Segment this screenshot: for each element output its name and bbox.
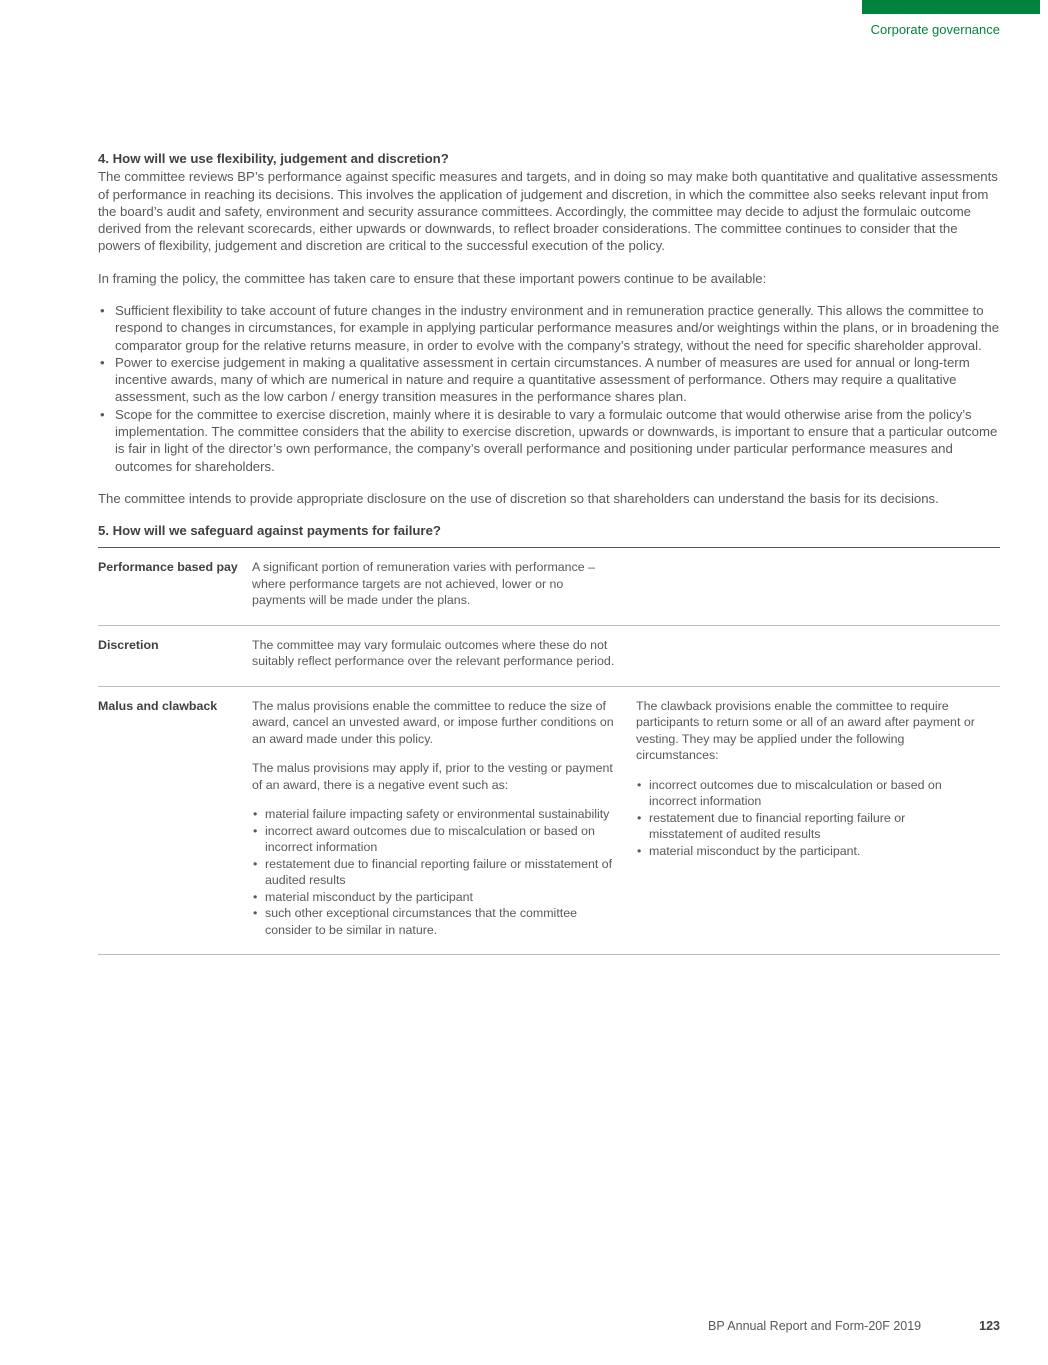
safeguard-table [98,547,1000,955]
cell-paragraph: The malus provisions may apply if, prior to the vesting or payment of an award, there is a negative event such as: [252,761,613,792]
section4-paragraph-3: The committee intends to provide appropriate disclosure on the use of discretion so that shareholders can understand the basis for its decisions. [98,490,939,506]
cell-paragraph: The malus provisions enable the committee to reduce the size of award, cancel an unvested award, or impose further conditions on an award made under this policy. [252,698,614,746]
footer-report-title: BP Annual Report and Form-20F 2019 [708,1319,922,1333]
malus-column [252,698,636,939]
cell-paragraph: The committee may vary formulaic outcomes where these do not suitably reflect performance over the relevant performance period. [252,637,615,669]
row-label: Performance based pay [98,560,238,575]
malus-bullet-list [252,806,618,938]
bullet-item: • restatement due to financial reporting failure or misstatement of audited results [252,856,618,889]
cell-paragraph: The clawback provisions enable the committee to require participants to return some or all of an award after payment or vesting. They may be applied under the following circumstances: [636,698,975,763]
bullet-item: • restatement due to financial reporting failure or misstatement of audited results [636,810,982,843]
cell-paragraph: A significant portion of remuneration varies with performance – where performance targets are not achieved, lower or no payments will be made under the plans. [252,560,595,608]
page-footer [708,1319,1000,1333]
row-label: Discretion [98,637,159,652]
bullet-item: • material misconduct by the participant. [636,843,982,860]
clawback-column [636,698,1000,939]
bullet-item: • material failure impacting safety or environmental sustainability [252,806,618,823]
bullet-item: • incorrect award outcomes due to miscalculation or based on incorrect information [252,823,618,856]
section4-heading: 4. How will we use flexibility, judgement and discretion? [98,151,449,166]
table-row [98,548,1000,625]
table-row [98,626,1000,686]
bullet-item: • Power to exercise judgement in making a qualitative assessment in certain circumstances. A number of measures are used for annual or long-term incentive awards, many of which are numerical in nature and require a quantitative assessment of performance. Others may require a qualitative assessment, such as the low carbon / energy transition measures in the performance shares plan. [98,354,1000,406]
section4-paragraph-1: The committee reviews BP’s performance against specific measures and targets, and in doing so may make both quantitative and qualitative assessments of performance in reaching its decisions. This involves the application of judgement and discretion, in which the committee also seeks relevant input from the board’s audit and safety, environment and security assurance committees. Accordingly, the committee may decide to adjust the formulaic outcome derived from the relevant scorecards, either upwards or downwards, to reflect broader considerations. The committee continues to consider that the powers of flexibility, judgement and discretion are critical to the successful execution of the policy. [98,169,998,254]
bullet-item: • material misconduct by the participant [252,889,618,906]
section-accent-bar [862,0,1040,14]
section-tag: Corporate governance [870,22,1000,37]
row-text [252,559,636,609]
page-content [98,150,1000,955]
bullet-item: • such other exceptional circumstances that the committee consider to be similar in nature. [252,905,618,938]
bullet-item: • Sufficient flexibility to take account of future changes in the industry environment and in remuneration practice generally. This allows the committee to respond to changes in circumstances, for example in applying particular performance measures and/or weightings within the plans, or in broadening the comparator group for the relative returns measure, in order to evolve with the company’s strategy, without the need for specific shareholder approval. [98,302,1000,354]
table-row [98,687,1000,955]
footer-page-number: 123 [979,1319,1000,1333]
table-bottom-rule [98,954,1000,955]
bullet-item: • Scope for the committee to exercise discretion, mainly where it is desirable to vary a formulaic outcome that would otherwise arise from the policy’s implementation. The committee considers that the ability to exercise discretion, upwards or downwards, is important to ensure that a particular outcome is fair in light of the director’s own performance, the company’s overall performance and positioning under particular performance measures and outcomes for shareholders. [98,406,1000,475]
section4-paragraph-2: In framing the policy, the committee has taken care to ensure that these important powers continue to be available: [98,270,767,286]
bullet-item: • incorrect outcomes due to miscalculation or based on incorrect information [636,777,982,810]
section4-bullet-list [98,302,1000,475]
row-label: Malus and clawback [98,698,218,713]
row-text [252,637,636,670]
clawback-bullet-list [636,777,982,860]
section5-heading: 5. How will we safeguard against payments for failure? [98,523,441,539]
